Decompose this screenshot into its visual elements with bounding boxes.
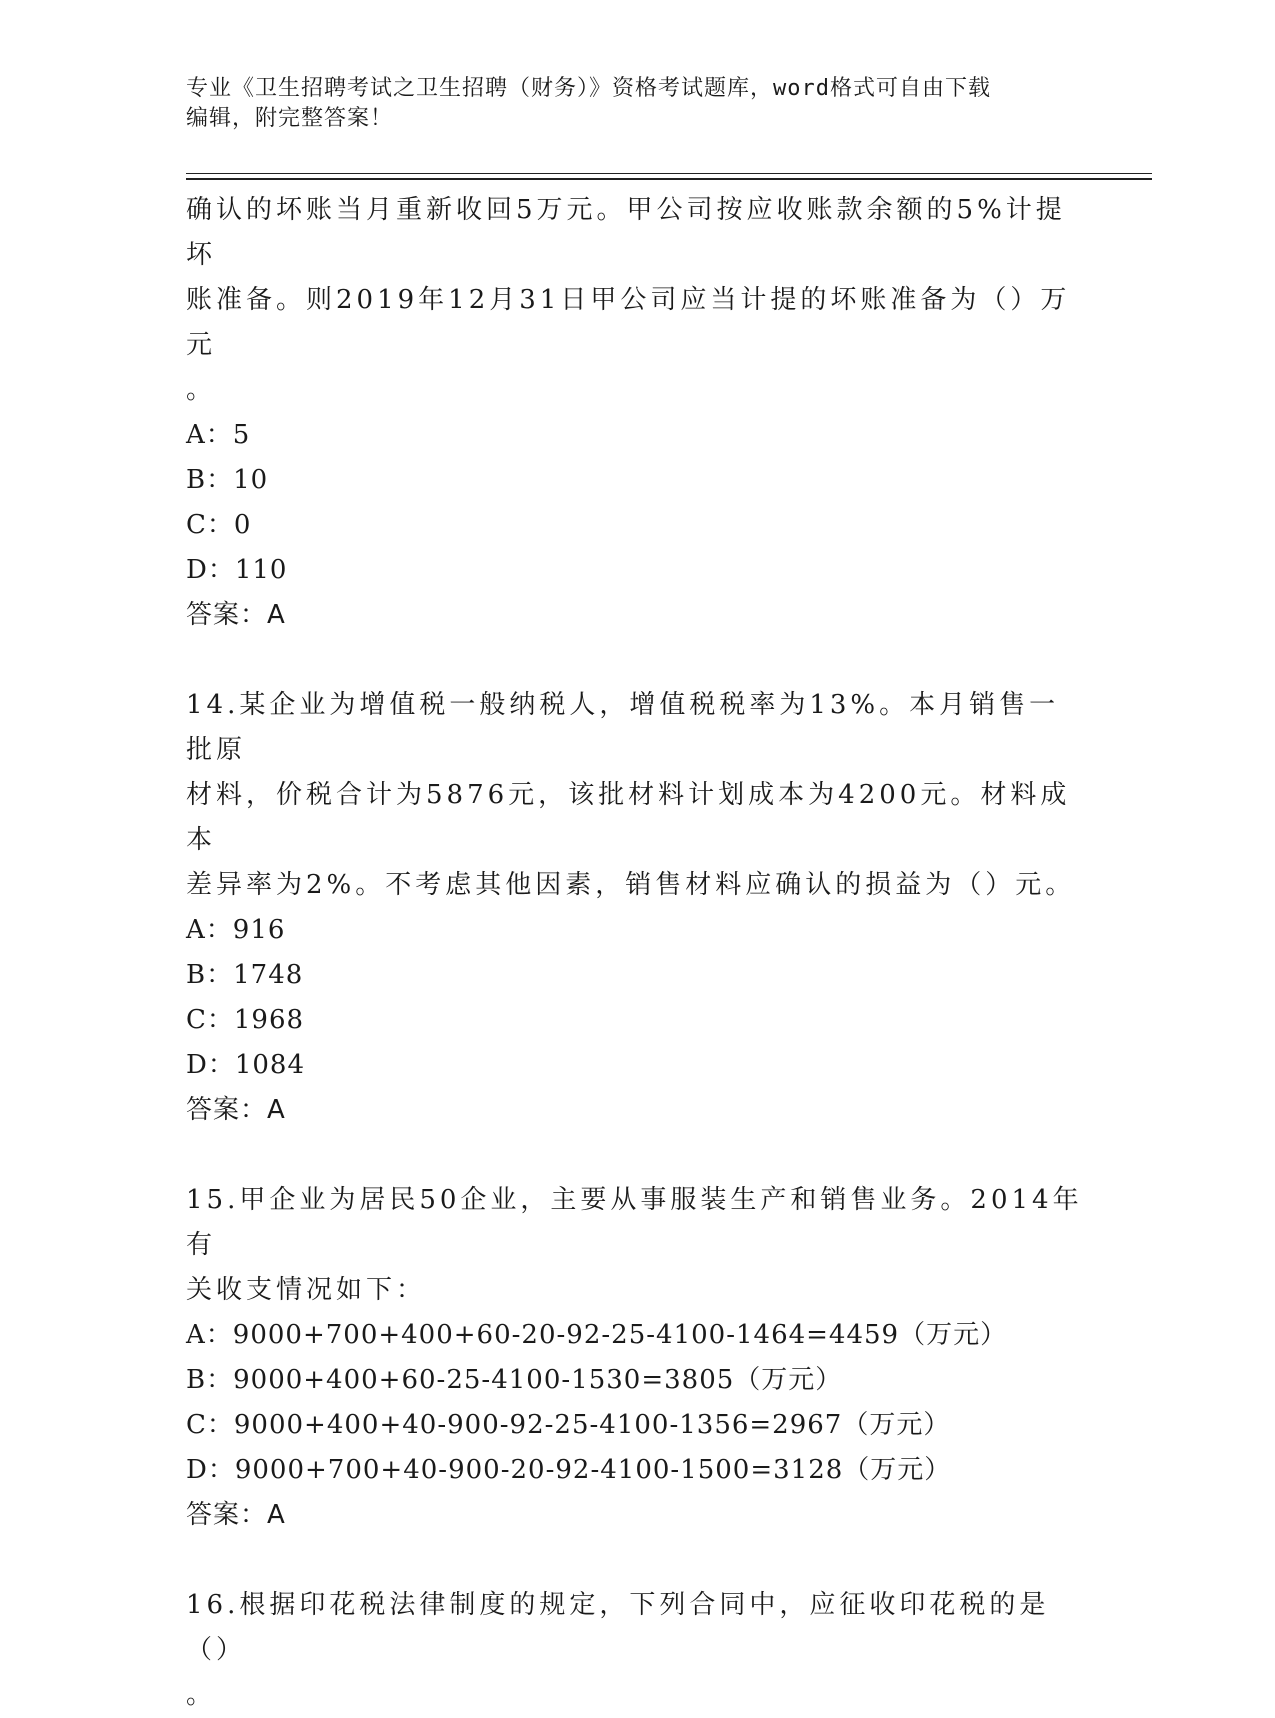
option-b: B：9000+400+60-25-4100-1530=3805（万元）	[186, 1365, 843, 1395]
answer: 答案：A	[186, 1500, 286, 1530]
question-stem-line: 15.甲企业为居民50企业，主要从事服装生产和销售业务。2014年有	[186, 1185, 1083, 1260]
option-c: C：9000+400+40-900-92-25-4100-1356=2967（万元）	[186, 1410, 951, 1440]
question-14	[186, 683, 1086, 1133]
answer: 答案：A	[186, 1095, 286, 1125]
option-d: D：1084	[186, 1050, 306, 1080]
header-divider-thin	[186, 173, 1152, 174]
question-stem-line: 16.根据印花税法律制度的规定，下列合同中，应征收印花税的是（）	[186, 1590, 1050, 1665]
option-d: D：110	[186, 555, 288, 585]
option-c: C：1968	[186, 1005, 305, 1035]
header-divider-thick	[186, 178, 1152, 180]
question-stem-line: 账准备。则2019年12月31日甲公司应当计提的坏账准备为（）万元	[186, 285, 1071, 360]
option-c: C：0	[186, 510, 252, 540]
document-header	[186, 74, 1086, 134]
option-a: A：9000+700+400+60-20-92-25-4100-1464=4459（万元）	[186, 1320, 1008, 1350]
question-stem-line: 关收支情况如下：	[186, 1275, 427, 1305]
option-d: D：9000+700+40-900-20-92-4100-1500=3128（万元）	[186, 1455, 952, 1485]
option-a: A：916	[186, 915, 286, 945]
question-stem-line: 14.某企业为增值税一般纳税人，增值税税率为13%。本月销售一批原	[186, 690, 1060, 765]
question-stem-line: 材料，价税合计为5876元，该批材料计划成本为4200元。材料成本	[186, 780, 1071, 855]
question-16	[186, 1583, 1086, 1718]
answer: 答案：A	[186, 600, 286, 630]
header-line-2: 编辑，附完整答案！	[186, 106, 394, 131]
option-b: B：1748	[186, 960, 304, 990]
option-a: A：5	[186, 420, 251, 450]
spacer	[186, 1133, 1086, 1178]
question-13	[186, 188, 1086, 638]
header-line-1: 专业《卫生招聘考试之卫生招聘（财务）》资格考试题库，word格式可自由下载	[186, 76, 991, 101]
question-15	[186, 1178, 1086, 1538]
question-stem-line: 。	[186, 1680, 217, 1710]
option-b: B：10	[186, 465, 269, 495]
question-content	[186, 188, 1086, 1718]
question-stem-line: 确认的坏账当月重新收回5万元。甲公司按应收账款余额的5%计提坏	[186, 195, 1066, 270]
spacer	[186, 1538, 1086, 1583]
question-stem-line: 。	[186, 375, 217, 405]
spacer	[186, 638, 1086, 683]
question-stem-line: 差异率为2%。不考虑其他因素，销售材料应确认的损益为（）元。	[186, 870, 1076, 900]
